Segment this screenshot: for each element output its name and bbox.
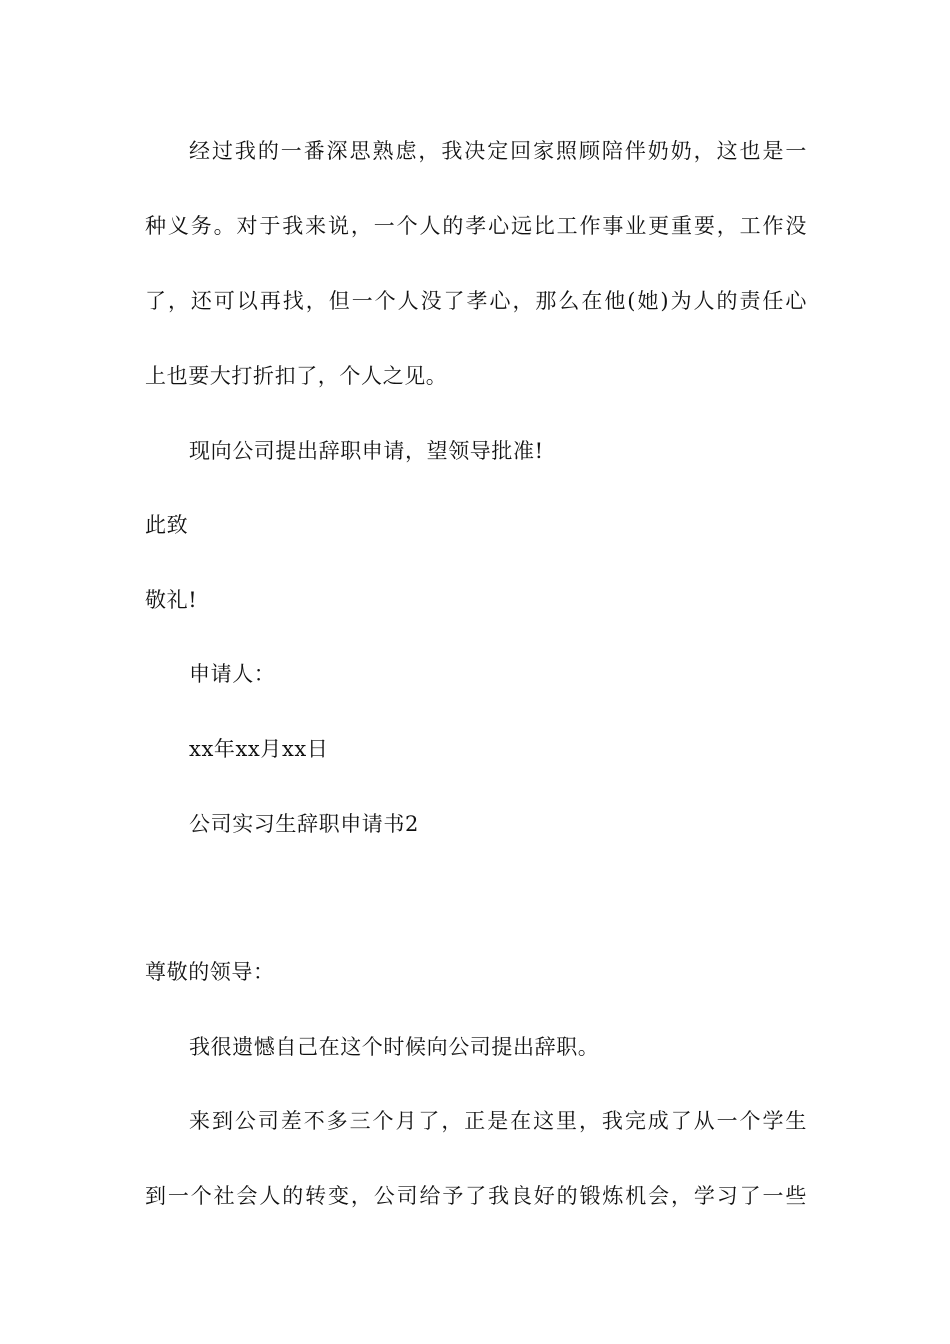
closing-regards: 敬礼! <box>145 588 198 612</box>
paragraph-line: 经过我的一番深思熟虑，我决定回家照顾陪伴奶奶，这也是一 <box>189 139 807 163</box>
section-title: 公司实习生辞职申请书2 <box>189 812 419 836</box>
request-line: 现向公司提出辞职申请，望领导批准! <box>189 439 544 463</box>
paragraph-line: 来到公司差不多三个月了，正是在这里，我完成了从一个学生 <box>189 1109 807 1133</box>
date-line: xx年xx月xx日 <box>189 737 329 761</box>
paragraph-line: 上也要大打折扣了，个人之见。 <box>145 364 448 388</box>
closing-salutation: 此致 <box>145 513 189 537</box>
paragraph-line: 到一个社会人的转变，公司给予了我良好的锻炼机会，学习了一些 <box>145 1184 807 1208</box>
greeting: 尊敬的领导： <box>145 960 275 984</box>
paragraph-line: 我很遗憾自己在这个时候向公司提出辞职。 <box>189 1035 600 1059</box>
paragraph-line: 种义务。对于我来说，一个人的孝心远比工作事业更重要，工作没 <box>145 214 807 238</box>
paragraph-line: 了，还可以再找，但一个人没了孝心，那么在他(她)为人的责任心 <box>145 289 807 313</box>
applicant-label: 申请人： <box>189 662 276 686</box>
